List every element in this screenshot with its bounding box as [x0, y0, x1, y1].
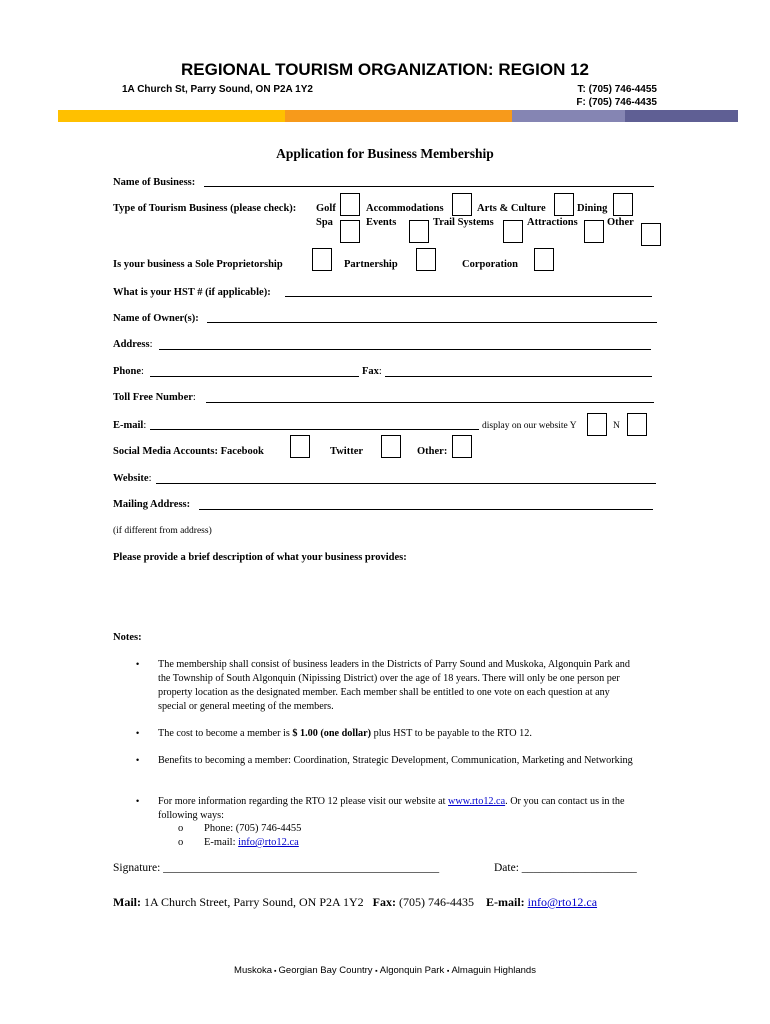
mail-fax-label: Fax:	[372, 895, 396, 909]
address-label: Address	[113, 339, 150, 350]
type-dining-checkbox[interactable]	[613, 193, 633, 216]
display-website-label: display on our website Y	[482, 421, 577, 431]
org-address: 1A Church St, Parry Sound, ON P2A 1Y2	[122, 84, 313, 95]
type-spa-label: Spa	[316, 217, 333, 228]
hst-field[interactable]	[285, 296, 652, 297]
type-other-checkbox[interactable]	[641, 223, 661, 246]
website-link[interactable]: www.rto12.ca	[448, 796, 506, 807]
email-field[interactable]	[150, 429, 479, 430]
type-golf-checkbox[interactable]	[340, 193, 360, 216]
display-website-no-checkbox[interactable]	[627, 413, 647, 436]
note-contact-pre: For more information regarding the RTO 12 please visit our website at	[158, 796, 449, 807]
form-title: Application for Business Membership	[276, 146, 494, 161]
color-bar	[58, 110, 738, 122]
type-other-label: Other	[607, 217, 634, 228]
social-facebook-label: Social Media Accounts: Facebook	[113, 446, 264, 457]
sole-proprietorship-label: Is your business a Sole Proprietorship	[113, 259, 283, 270]
mail-label: Mail:	[113, 895, 141, 909]
footer-separator: ▪	[375, 968, 378, 975]
phone-label-group	[113, 366, 144, 377]
note-cost-amount: $ 1.00 (one dollar)	[292, 728, 372, 739]
type-arts-label: Arts & Culture	[477, 203, 546, 214]
footer-region: Almaguin Highlands	[451, 965, 536, 976]
mail-fax-value: (705) 746-4435	[399, 895, 474, 909]
sub-bullet-marker: o	[178, 837, 184, 848]
footer-regions	[0, 965, 770, 976]
other-social-label: Other:	[417, 446, 448, 457]
type-dining-label: Dining	[577, 203, 608, 214]
color-bar-segment	[512, 110, 625, 122]
type-events-checkbox[interactable]	[409, 220, 429, 243]
notes-label: Notes:	[113, 632, 142, 643]
business-type-label: Type of Tourism Business (please check):	[113, 203, 297, 214]
business-name-label: Name of Business:	[113, 177, 196, 188]
mail-address: 1A Church Street, Parry Sound, ON P2A 1Y2	[144, 895, 364, 909]
website-label-group	[113, 473, 152, 484]
if-different-note: (if different from address)	[113, 526, 212, 536]
notes-bullet: •	[136, 755, 140, 765]
display-website-yes-checkbox[interactable]	[587, 413, 607, 436]
toll-free-colon: :	[192, 392, 196, 403]
description-field[interactable]	[113, 568, 657, 628]
date-line[interactable]: Date: ____________________	[494, 862, 637, 874]
color-bar-segment	[285, 110, 512, 122]
email-link[interactable]: info@rto12.ca	[238, 837, 299, 848]
email-label: E-mail	[113, 420, 144, 431]
note-contact-post: . Or you can contact us in the following ways:	[158, 796, 625, 821]
footer-region: Algonquin Park	[379, 965, 445, 976]
footer-region: Muskoka	[234, 965, 273, 976]
type-attractions-checkbox[interactable]	[584, 220, 604, 243]
corporation-checkbox[interactable]	[534, 248, 554, 271]
business-name-field[interactable]	[204, 186, 654, 187]
twitter-label: Twitter	[330, 446, 364, 457]
hst-label: What is your HST # (if applicable):	[113, 287, 271, 298]
owner-label: Name of Owner(s):	[113, 313, 199, 324]
org-fax: F: (705) 746-4435	[576, 97, 657, 108]
type-arts-checkbox[interactable]	[554, 193, 574, 216]
address-label-group	[113, 339, 153, 350]
contact-email	[204, 837, 299, 848]
contact-email-label: E-mail:	[204, 837, 239, 848]
sole-proprietorship-checkbox[interactable]	[312, 248, 332, 271]
mail-email-label: E-mail:	[486, 895, 525, 909]
type-accommodations-checkbox[interactable]	[452, 193, 472, 216]
org-phone: T: (705) 746-4455	[577, 84, 657, 95]
corporation-label: Corporation	[462, 259, 518, 270]
type-spa-checkbox[interactable]	[340, 220, 360, 243]
partnership-checkbox[interactable]	[416, 248, 436, 271]
note-membership: The membership shall consist of business leaders in the Districts of Parry Sound and Muskoka, Algonquin Park and the Township of South Algonquin (Nipissing District) over the age of 18 years. There will only be one person per property location as the designated member. Each member shall be entitled to one vote on each question at any special or general meeting of the members.	[158, 659, 630, 712]
signature-line[interactable]: Signature: ________________________________________________	[113, 862, 440, 874]
note-contact	[158, 795, 640, 823]
fax-label-group	[362, 366, 382, 377]
phone-field[interactable]	[150, 376, 359, 377]
mail-line	[113, 895, 597, 910]
display-website-no-label: N	[613, 421, 620, 431]
notes-bullet: •	[136, 659, 140, 669]
description-label: Please provide a brief description of what your business provides:	[113, 552, 407, 563]
sub-bullet-marker: o	[178, 823, 184, 834]
other-social-checkbox[interactable]	[452, 435, 472, 458]
phone-label: Phone	[113, 366, 142, 377]
website-field[interactable]	[156, 483, 656, 484]
footer-region: Georgian Bay Country	[278, 965, 373, 976]
phone-colon: :	[141, 366, 144, 377]
note-cost-pre: The cost to become a member is	[158, 728, 293, 739]
fax-field[interactable]	[385, 376, 652, 377]
org-title: REGIONAL TOURISM ORGANIZATION: REGION 12	[180, 60, 590, 79]
address-field[interactable]	[159, 349, 651, 350]
note-benefits: Benefits to becoming a member: Coordination, Strategic Development, Communication, Marketing and Networking	[158, 755, 633, 766]
email-label-group	[113, 420, 146, 431]
notes-bullet: •	[136, 728, 140, 738]
contact-phone: Phone: (705) 746-4455	[204, 823, 302, 834]
note-cost	[158, 727, 640, 741]
email-colon: :	[143, 420, 147, 431]
address-colon: :	[149, 339, 153, 350]
type-accommodations-label: Accommodations	[366, 203, 444, 214]
toll-free-label: Toll Free Number	[113, 392, 193, 403]
website-label: Website	[113, 473, 149, 484]
facebook-checkbox[interactable]	[290, 435, 310, 458]
toll-free-label-group	[113, 392, 196, 403]
type-trail-checkbox[interactable]	[503, 220, 523, 243]
type-trail-label: Trail Systems	[433, 217, 494, 228]
footer-separator: ▪	[274, 968, 277, 975]
partnership-label: Partnership	[344, 259, 398, 270]
toll-free-field[interactable]	[206, 402, 654, 403]
note-cost-post: plus HST to be payable to the RTO 12.	[371, 728, 532, 739]
color-bar-segment	[625, 110, 738, 122]
website-colon: :	[148, 473, 152, 484]
color-bar-segment	[58, 110, 285, 122]
type-golf-label: Golf	[316, 203, 336, 214]
type-attractions-label: Attractions	[527, 217, 578, 228]
notes-bullet: •	[136, 796, 140, 806]
mailing-address-field[interactable]	[199, 509, 653, 510]
mail-email-link[interactable]: info@rto12.ca	[527, 895, 598, 909]
type-events-label: Events	[366, 217, 397, 228]
footer-separator: ▪	[446, 968, 450, 975]
fax-colon: :	[378, 366, 382, 377]
mailing-address-label: Mailing Address:	[113, 499, 191, 510]
twitter-checkbox[interactable]	[381, 435, 401, 458]
fax-label: Fax	[362, 366, 379, 377]
owner-field[interactable]	[207, 322, 657, 323]
